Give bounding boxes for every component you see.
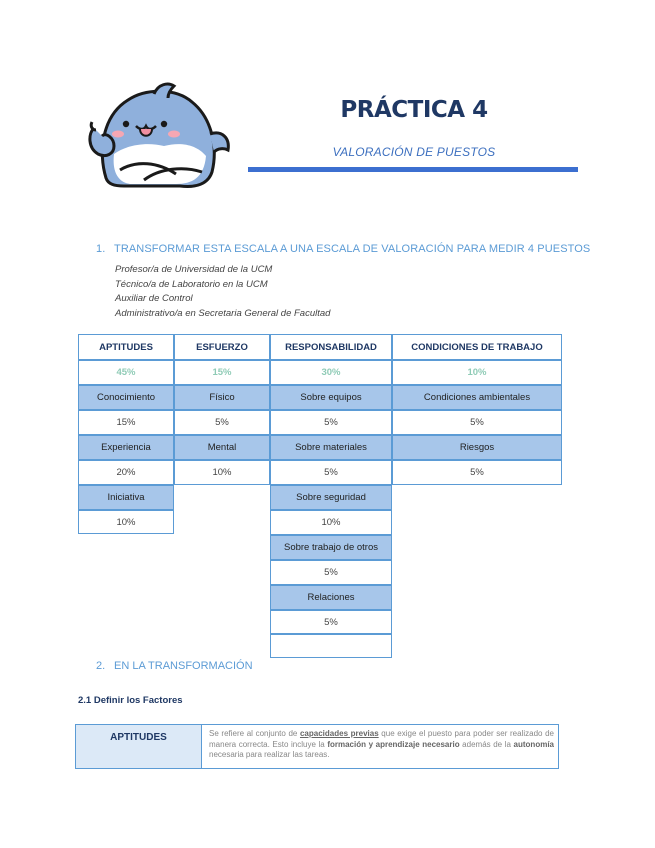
table-header-condiciones: CONDICIONES DE TRABAJO (392, 334, 562, 360)
section-1-number: 1. (96, 243, 106, 255)
job-positions-list (115, 263, 330, 321)
page-subtitle: VALORACIÓN DE PUESTOS (332, 145, 496, 159)
job-position-item: Administrativo/a en Secretaria General de Facultad (115, 307, 331, 319)
factor-value-cell: 15% (78, 410, 174, 435)
section-2-heading (96, 660, 253, 672)
factor-value-cell: 20% (78, 460, 174, 485)
definition-highlight: formación y aprendizaje necesario (327, 739, 460, 749)
factor-cell: Condiciones ambientales (392, 385, 562, 410)
factor-value-cell: 5% (392, 460, 562, 485)
job-position-item: Profesor/a de Universidad de la UCM (115, 264, 273, 275)
definition-highlight: autonomía (513, 739, 554, 749)
factor-cell: Experiencia (78, 435, 174, 460)
job-position-item: Técnico/a de Laboratorio en la UCM (115, 278, 268, 290)
section-2-title: EN LA TRANSFORMACIÓN (114, 660, 253, 672)
definition-text (209, 729, 554, 761)
factor-definition-table (75, 724, 559, 769)
definition-text-part: que exige el puesto para poder ser realizado de manera correcta. Esto incluye la (209, 729, 554, 749)
table-header-responsabilidad: RESPONSABILIDAD (270, 334, 392, 360)
definition-highlight: capacidades previas (299, 729, 379, 738)
dolphin-mascot-illustration (84, 82, 232, 190)
factor-value-cell: 5% (270, 410, 392, 435)
factor-cell: Físico (174, 385, 270, 410)
section-1-heading (96, 243, 590, 255)
factor-value-cell: 5% (270, 560, 392, 585)
factor-cell: Sobre equipos (270, 385, 392, 410)
factor-cell: Mental (174, 435, 270, 460)
weight-condiciones: 10% (392, 360, 562, 385)
title-underline-divider (248, 167, 578, 172)
factor-value-cell: 10% (270, 510, 392, 535)
definition-text-part: además de la (459, 739, 514, 749)
factor-cell: Relaciones (270, 585, 392, 610)
factor-value-cell: 5% (174, 410, 270, 435)
factor-value-cell: 5% (270, 610, 392, 634)
factor-cell: Sobre materiales (270, 435, 392, 460)
section-2-number: 2. (96, 660, 106, 672)
definition-text-part: necesaria para realizar las tareas. (209, 750, 330, 759)
weight-aptitudes: 45% (78, 360, 174, 385)
definition-text-part: Se refiere al conjunto de (209, 729, 300, 738)
factor-cell: Iniciativa (78, 485, 174, 510)
factor-cell: Riesgos (392, 435, 562, 460)
page-title: PRÁCTICA 4 (340, 97, 488, 123)
factor-value-cell: 5% (392, 410, 562, 435)
job-position-item: Auxiliar de Control (115, 293, 193, 304)
factor-value-cell: 10% (174, 460, 270, 485)
factor-value-cell: 10% (78, 510, 174, 534)
weight-esfuerzo: 15% (174, 360, 270, 385)
weight-responsabilidad: 30% (270, 360, 392, 385)
definition-label: APTITUDES (76, 725, 202, 768)
subsection-2-1-heading: 2.1 Definir los Factores (78, 695, 183, 706)
empty-cell (270, 634, 392, 658)
table-header-aptitudes: APTITUDES (78, 334, 174, 360)
factor-value-cell: 5% (270, 460, 392, 485)
section-1-title: TRANSFORMAR ESTA ESCALA A UNA ESCALA DE VALORACIÓN PARA MEDIR 4 PUESTOS (114, 243, 591, 255)
table-header-esfuerzo: ESFUERZO (174, 334, 270, 360)
factor-cell: Sobre trabajo de otros (270, 535, 392, 560)
factor-cell: Conocimiento (78, 385, 174, 410)
factor-cell: Sobre seguridad (270, 485, 392, 510)
